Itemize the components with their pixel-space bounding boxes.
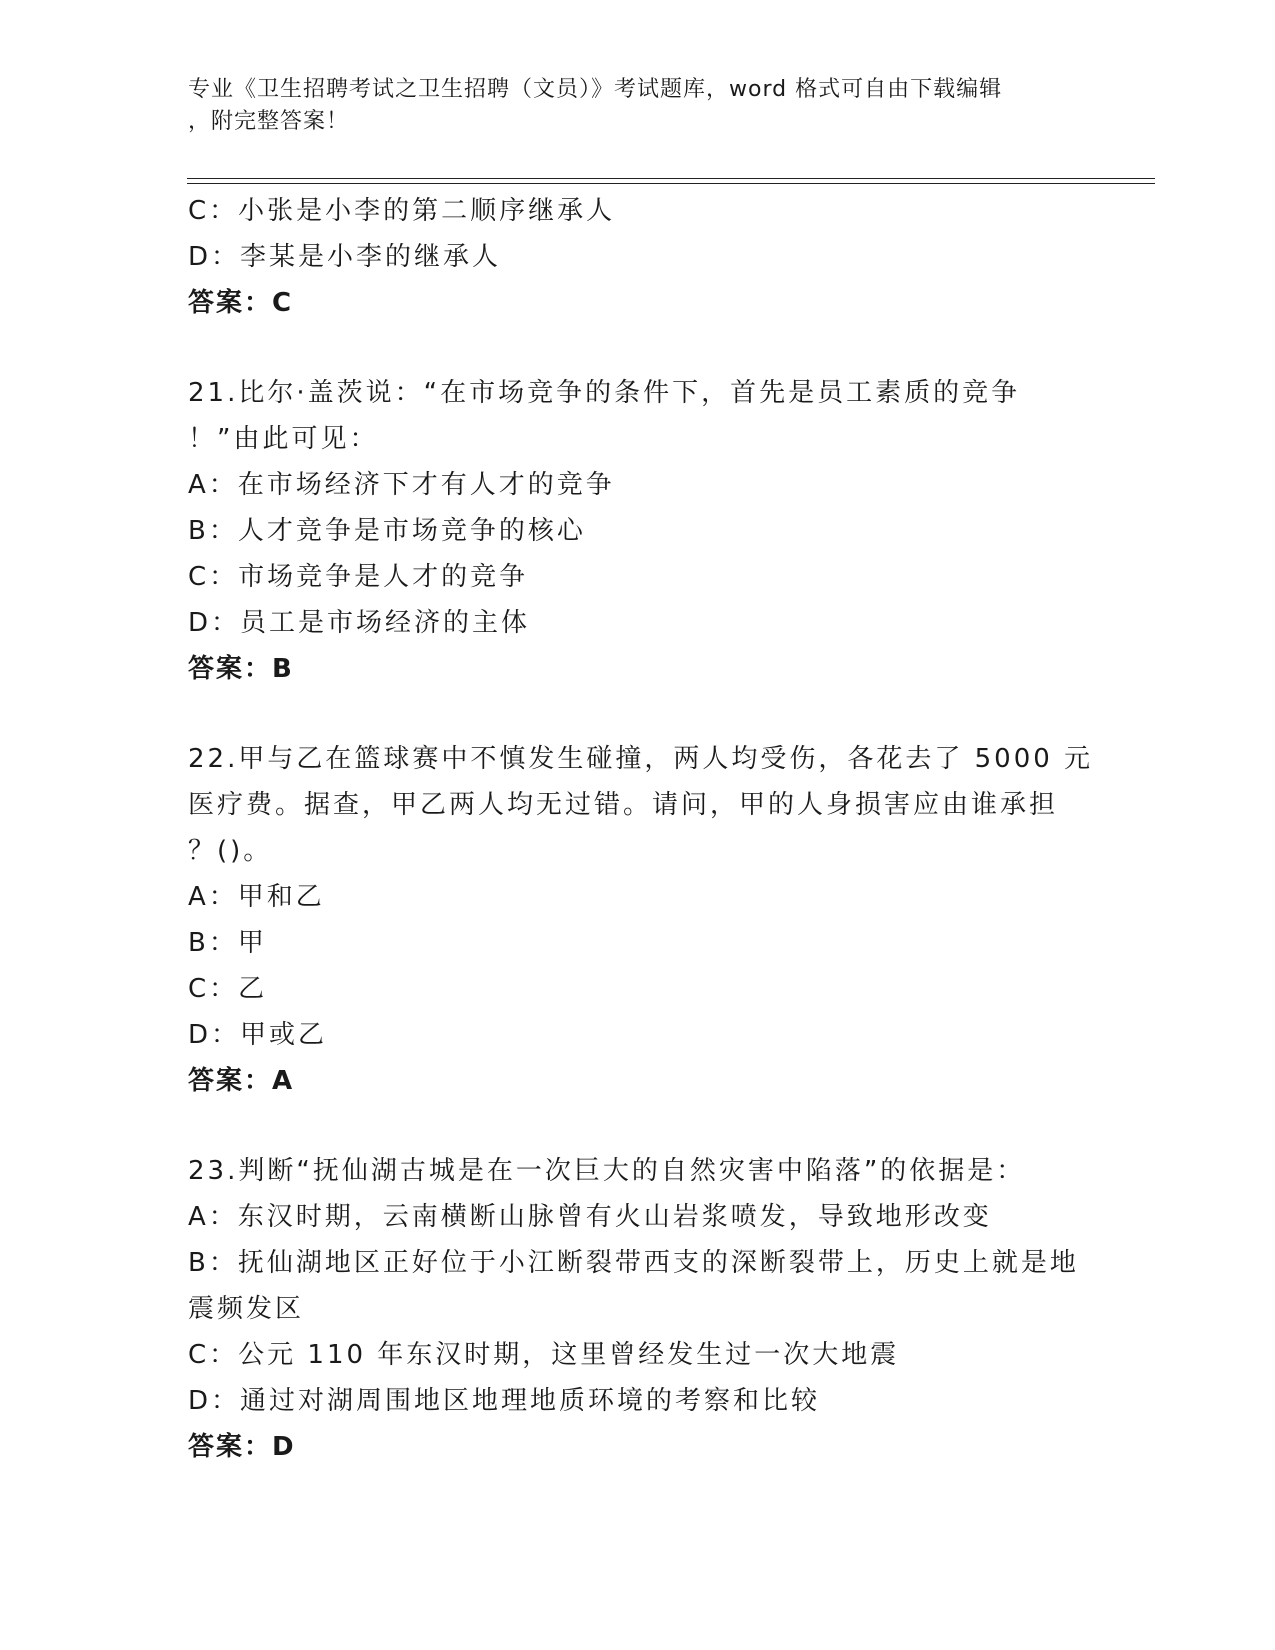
document-header [188, 74, 1088, 138]
option-a: A：在市场经济下才有人才的竞争 [188, 470, 615, 500]
option-b: B：甲 [188, 928, 267, 958]
question-stem-line-1: 23.判断“抚仙湖古城是在一次巨大的自然灾害中陷落”的依据是： [188, 1156, 1026, 1186]
option-d: D：通过对湖周围地区地理地质环境的考察和比较 [188, 1386, 821, 1416]
option-b: B：人才竞争是市场竞争的核心 [188, 516, 586, 546]
question-stem-line-3: ？()。 [188, 836, 273, 866]
question-23 [188, 1148, 1088, 1470]
option-c: C：市场竞争是人才的竞争 [188, 562, 529, 592]
question-spacer [188, 326, 1088, 370]
question-stem-line-2: ！”由此可见： [188, 424, 379, 454]
option-d: D：员工是市场经济的主体 [188, 608, 531, 638]
question-stem-line-2: 医疗费。据查，甲乙两人均无过错。请问，甲的人身损害应由谁承担 [188, 790, 1059, 820]
option-c: C：乙 [188, 974, 268, 1004]
question-21 [188, 370, 1088, 692]
option-c: C：小张是小李的第二顺序继承人 [188, 196, 616, 226]
question-spacer [188, 692, 1088, 736]
answer-line: 答案：C [188, 288, 294, 318]
option-b-line-2: 震频发区 [188, 1294, 305, 1324]
option-a: A：甲和乙 [188, 882, 325, 912]
question-stem-line-1: 22.甲与乙在篮球赛中不慎发生碰撞，两人均受伤，各花去了 5000 元 [188, 744, 1094, 774]
question-stem-line-1: 21.比尔·盖茨说：“在市场竞争的条件下，首先是员工素质的竞争 [188, 378, 1021, 408]
option-a: A：东汉时期，云南横断山脉曾有火山岩浆喷发，导致地形改变 [188, 1202, 992, 1232]
option-d: D：甲或乙 [188, 1020, 328, 1050]
header-rule-top [187, 178, 1155, 179]
header-title-line-2: ，附完整答案！ [188, 109, 350, 134]
header-rule-bottom [187, 183, 1155, 184]
answer-line: 答案：A [188, 1066, 295, 1096]
question-20-tail [188, 188, 1088, 326]
question-list [188, 188, 1094, 1470]
option-d: D：李某是小李的继承人 [188, 242, 502, 272]
answer-line: 答案：B [188, 654, 294, 684]
option-c: C：公元 110 年东汉时期，这里曾经发生过一次大地震 [188, 1340, 900, 1370]
question-22 [188, 736, 1094, 1104]
answer-line: 答案：D [188, 1432, 296, 1462]
option-b-line-1: B：抚仙湖地区正好位于小江断裂带西支的深断裂带上，历史上就是地 [188, 1248, 1079, 1278]
header-title-line-1: 专业《卫生招聘考试之卫生招聘（文员）》考试题库，word 格式可自由下载编辑 [188, 77, 1003, 102]
question-spacer [188, 1104, 1088, 1148]
